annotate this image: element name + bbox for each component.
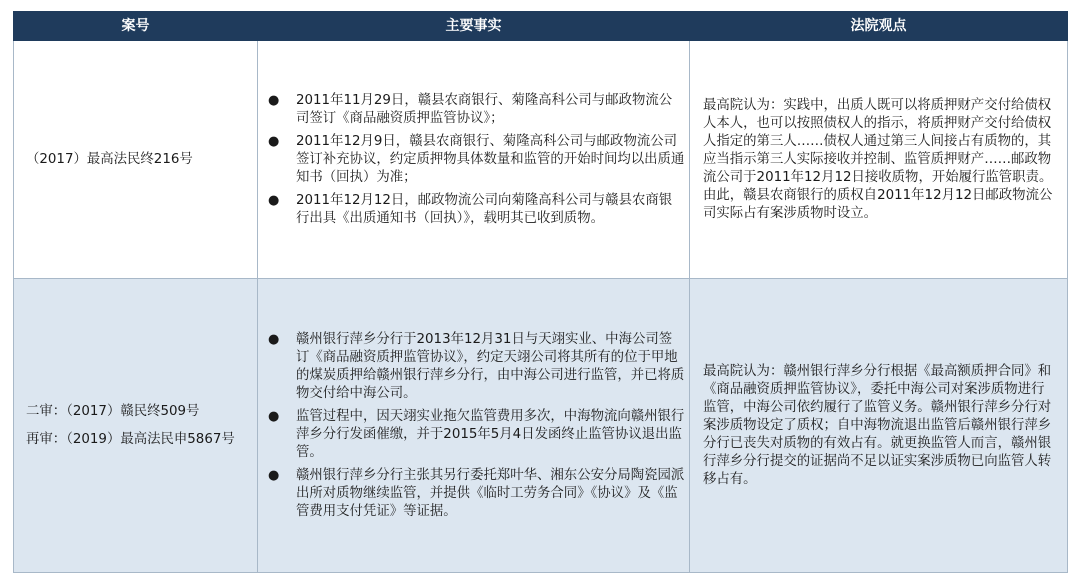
- fact-item: [268, 133, 685, 187]
- table-row: [14, 279, 1068, 573]
- table-header-row: [14, 12, 1068, 41]
- bullet-icon: ●: [268, 331, 280, 347]
- case-number-cell: [14, 279, 258, 573]
- bullet-icon: ●: [268, 133, 280, 149]
- court-opinion-text: 最高院认为：实践中，出质人既可以将质押财产交付给债权人本人，也可以按照债权人的指示，将质押财产交付给债权人指定的第三人……债权人通过第三人间接占有质物的，其应当指示第三人实际接收并控制、监管质押财产……邮政物流公司于2011年12月12日接收质物，开始履行监管职责。由此，赣县农商银行的质权自2011年12月12日邮政物流公司实际占有案涉质物时设立。: [703, 97, 1053, 221]
- fact-text: 2011年12月12日，邮政物流公司向菊隆高科公司与赣县农商银行出具《出质通知书（回执）》，载明其已收到质物。: [296, 192, 673, 226]
- fact-item: [268, 92, 685, 128]
- fact-text: 2011年11月29日，赣县农商银行、菊隆高科公司与邮政物流公司签订《商品融资质押监管协议》；: [296, 92, 673, 126]
- case-number-retrial: 再审：（2019）最高法民申5867号: [26, 431, 235, 447]
- header-main-facts: 主要事实: [258, 12, 690, 41]
- fact-item: [268, 467, 685, 521]
- header-court-opinion: 法院观点: [690, 12, 1068, 41]
- fact-item: [268, 192, 685, 228]
- court-opinion-cell: [690, 279, 1068, 573]
- bullet-icon: ●: [268, 192, 280, 208]
- court-opinion-cell: [690, 41, 1068, 279]
- fact-text: 监管过程中，因天翊实业拖欠监管费用多次，中海物流向赣州银行萍乡分行发函催缴，并于2015年5月4日发函终止监管协议退出监管。: [296, 408, 685, 460]
- bullet-icon: ●: [268, 408, 280, 424]
- fact-text: 赣州银行萍乡分行于2013年12月31日与天翊实业、中海公司签订《商品融资质押监管协议》，约定天翊公司将其所有的位于甲地的煤炭质押给赣州银行萍乡分行，由中海公司进行监管，并已将质物交付给中海公司。: [296, 331, 685, 401]
- fact-item: [268, 331, 685, 403]
- header-case-number: 案号: [14, 12, 258, 41]
- fact-item: [268, 408, 685, 462]
- facts-cell: [258, 279, 690, 573]
- fact-text: 2011年12月9日，赣县农商银行、菊隆高科公司与邮政物流公司签订补充协议，约定质押物具体数量和监管的开始时间均以出质通知书（回执）为准；: [296, 133, 685, 185]
- case-comparison-table: [13, 11, 1068, 573]
- bullet-icon: ●: [268, 467, 280, 483]
- facts-cell: [258, 41, 690, 279]
- fact-text: 赣州银行萍乡分行主张其另行委托郑叶华、湘东公安分局陶瓷园派出所对质物继续监管，并提供《临时工劳务合同》《协议》及《监管费用支付凭证》等证据。: [296, 467, 685, 519]
- bullet-icon: ●: [268, 92, 280, 108]
- case-number-cell: [14, 41, 258, 279]
- fact-list: [268, 92, 685, 228]
- case-number-second-instance: 二审：（2017）赣民终509号: [26, 403, 200, 419]
- case-number: （2017）最高法民终216号: [26, 151, 193, 167]
- court-opinion-text: 最高院认为：赣州银行萍乡分行根据《最高额质押合同》和《商品融资质押监管协议》，委托中海公司对案涉质物进行监管，中海公司依约履行了监管义务。赣州银行萍乡分行对案涉质物设定了质权；自中海物流退出监管后赣州银行萍乡分行已丧失对质物的有效占有。就更换监管人而言，赣州银行萍乡分行提交的证据尚不足以证实案涉质物已向监管人转移占有。: [703, 363, 1052, 487]
- table-row: [14, 41, 1068, 279]
- fact-list: [268, 331, 685, 521]
